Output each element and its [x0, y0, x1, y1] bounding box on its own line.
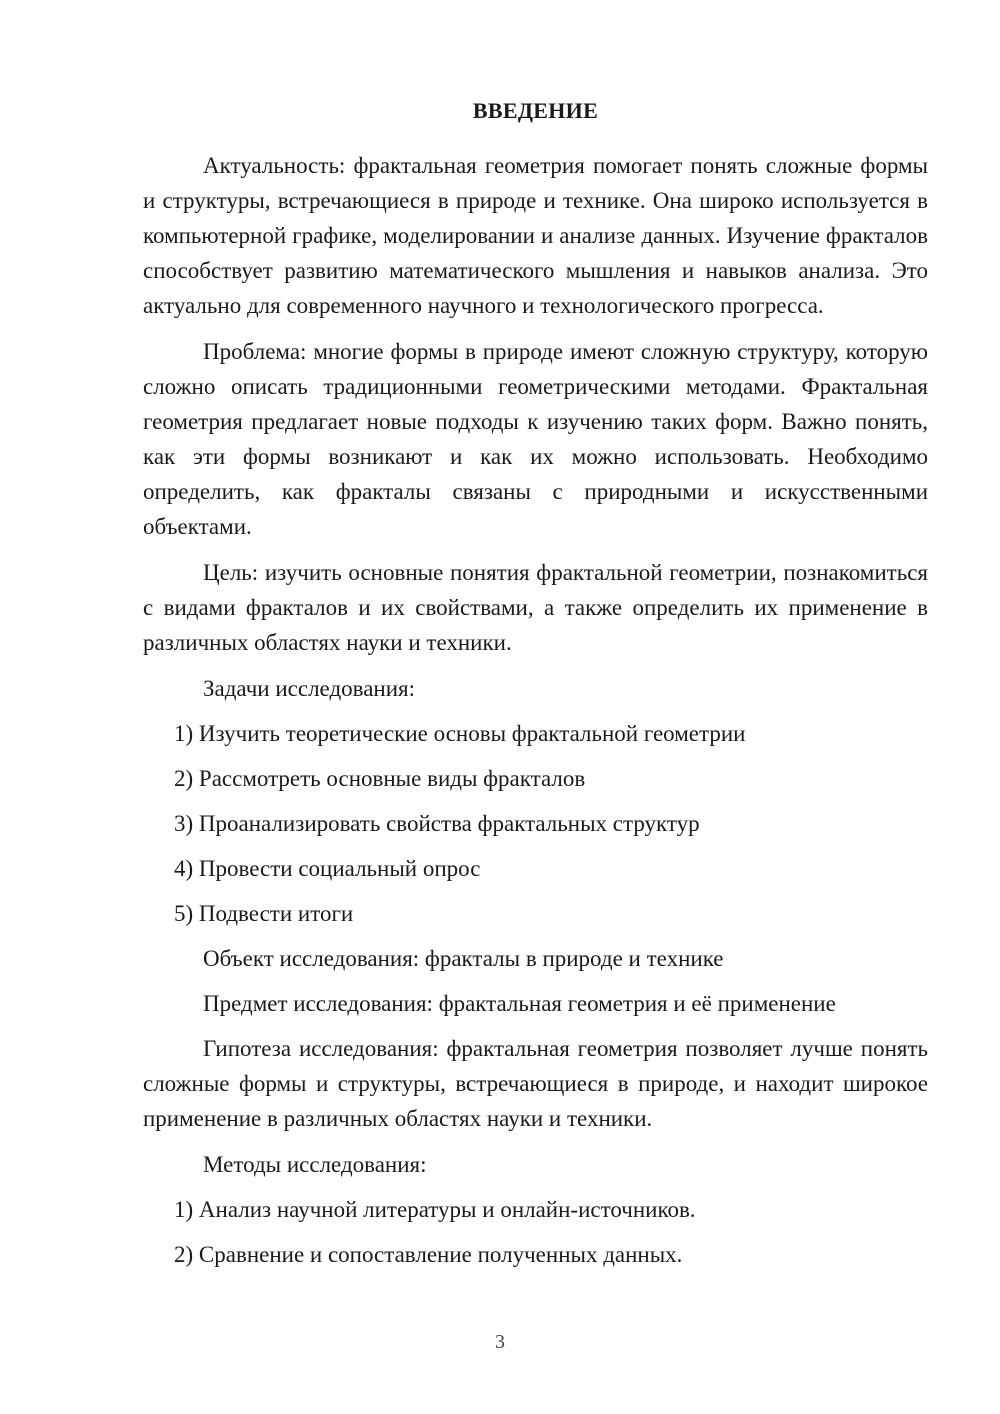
methods-list — [143, 1192, 928, 1272]
task-item: 2) Рассмотреть основные виды фракталов — [174, 766, 586, 791]
task-item: 3) Проанализировать свойства фрактальных структур — [174, 811, 700, 836]
goal-paragraph: Цель: изучить основные понятия фрактальной геометрии, познакомиться с видами фракталов и их свойствами, а также определить их применение в различных областях науки и техники. — [143, 560, 928, 655]
methods-heading: Методы исследования: — [203, 1152, 427, 1177]
hypothesis-paragraph: Гипотеза исследования: фрактальная геометрия позволяет лучше понять сложные формы и структуры, встречающиеся в природе, и находит широкое применение в различных областях науки и техники. — [143, 1036, 928, 1131]
tasks-heading: Задачи исследования: — [203, 676, 416, 701]
method-item: 2) Сравнение и сопоставление полученных данных. — [174, 1242, 683, 1267]
task-item: 1) Изучить теоретические основы фрактальной геометрии — [174, 721, 746, 746]
research-object: Объект исследования: фракталы в природе и технике — [203, 946, 724, 971]
section-title: ВВЕДЕНИЕ — [472, 98, 599, 123]
relevance-paragraph: Актуальность: фрактальная геометрия помогает понять сложные формы и структуры, встречающиеся в природе и технике. Она широко используется в компьютерной графике, моделировании и анализе данных. Изучение фракталов способствует развитию математического мышления и навыков анализа. Это актуально для современного научного и технологического прогресса. — [143, 153, 928, 318]
task-item: 4) Провести социальный опрос — [174, 856, 481, 881]
page-number: 3 — [495, 1331, 505, 1353]
document-page — [143, 96, 928, 1282]
research-subject: Предмет исследования: фрактальная геометрия и её применение — [203, 991, 836, 1016]
task-item: 5) Подвести итоги — [174, 901, 354, 926]
tasks-list — [143, 716, 928, 931]
method-item: 1) Анализ научной литературы и онлайн-источников. — [174, 1197, 696, 1222]
problem-paragraph: Проблема: многие формы в природе имеют сложную структуру, которую сложно описать традиционными геометрическими методами. Фрактальная геометрия предлагает новые подходы к изучению таких форм. Важно понять, как эти формы возникают и как их можно использовать. Необходимо определить, как фракталы связаны с природными и искусственными объектами. — [143, 339, 928, 539]
